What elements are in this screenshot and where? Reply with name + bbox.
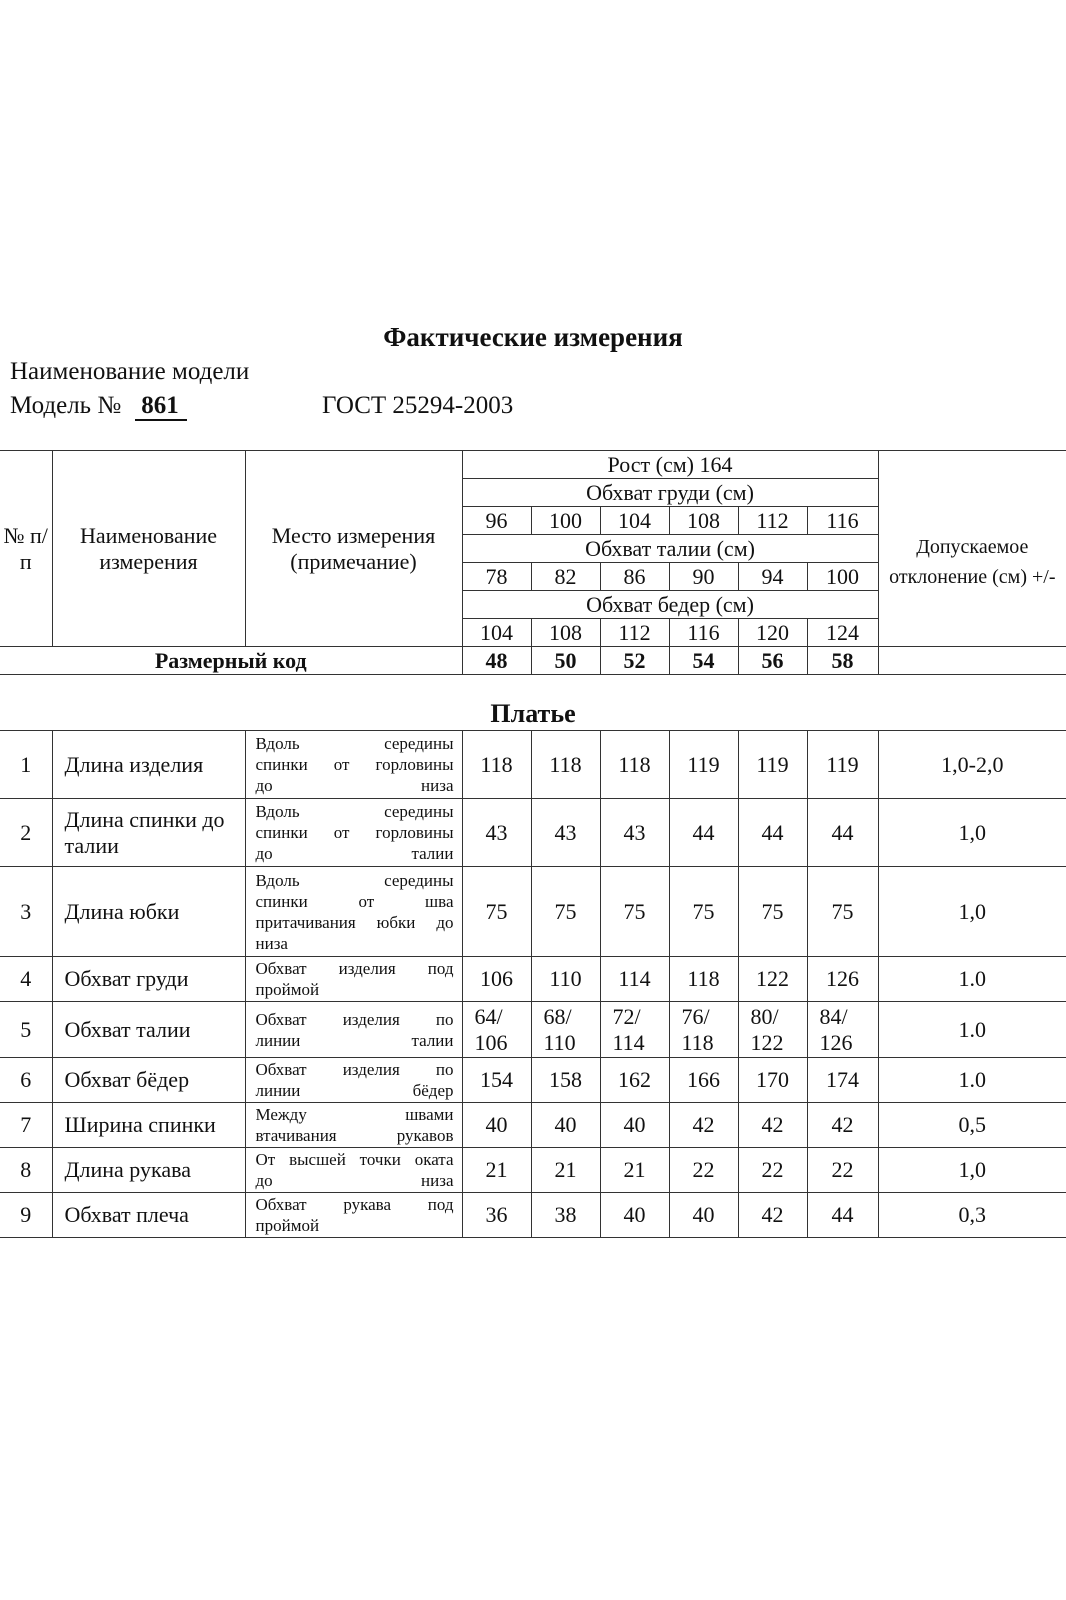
- header-hips-value: 104: [462, 619, 531, 647]
- measurement-value: 21: [600, 1148, 669, 1193]
- measurement-place: [245, 1002, 462, 1058]
- size-code: 56: [738, 647, 807, 675]
- header-chest-value: 116: [807, 507, 878, 535]
- size-code: 54: [669, 647, 738, 675]
- measurement-value: 43: [462, 799, 531, 867]
- header-chest-value: 104: [600, 507, 669, 535]
- measurement-value: 36: [462, 1193, 531, 1238]
- tolerance-value: 1.0: [878, 957, 1066, 1002]
- measurement-place-line: спинки от горловины: [255, 755, 454, 774]
- table-row: [0, 1002, 1066, 1058]
- measurement-value: 126: [807, 957, 878, 1002]
- measurement-value-part: 68/: [543, 1003, 572, 1029]
- measurement-value-part: 110: [543, 1029, 576, 1055]
- row-number: 8: [0, 1148, 52, 1193]
- measurement-value: 118: [669, 957, 738, 1002]
- row-number: 1: [0, 731, 52, 799]
- row-number: 4: [0, 957, 52, 1002]
- measurement-value: 154: [462, 1058, 531, 1103]
- header-hips-value: 124: [807, 619, 878, 647]
- header-name: Наименование измерения: [52, 451, 245, 647]
- tolerance-value: 1,0: [878, 799, 1066, 867]
- header-waist-label: Обхват талии (см): [462, 535, 878, 563]
- measurement-value: 40: [600, 1103, 669, 1148]
- measurement-place-line: до талии: [255, 844, 454, 863]
- header-place: Место измерения (примечание): [245, 451, 462, 647]
- measurement-value: 118: [531, 731, 600, 799]
- measurement-value: 166: [669, 1058, 738, 1103]
- measurement-place-line: линии талии: [255, 1030, 454, 1050]
- tolerance-value: 1.0: [878, 1058, 1066, 1103]
- size-code-tolerance: [878, 647, 1066, 675]
- measurement-place: [245, 1148, 462, 1193]
- measurement-value: [807, 1002, 878, 1058]
- measurement-value-part: 114: [612, 1029, 645, 1055]
- tolerance-value: 1.0: [878, 1002, 1066, 1058]
- header-waist-value: 90: [669, 563, 738, 591]
- measurement-value: [600, 1002, 669, 1058]
- measurement-value-part: 118: [681, 1029, 714, 1055]
- measurement-value: 44: [738, 799, 807, 867]
- measurement-value: 22: [669, 1148, 738, 1193]
- measurement-place-line: проймой: [255, 1216, 320, 1235]
- measurement-value: 174: [807, 1058, 878, 1103]
- measurement-value: 40: [669, 1193, 738, 1238]
- measurement-value: 162: [600, 1058, 669, 1103]
- measurement-name: Обхват бёдер: [52, 1058, 245, 1103]
- row-number: 2: [0, 799, 52, 867]
- tolerance-value: 1,0-2,0: [878, 731, 1066, 799]
- measurement-value: 21: [531, 1148, 600, 1193]
- measurement-value: 170: [738, 1058, 807, 1103]
- measurement-value: 42: [669, 1103, 738, 1148]
- table-row: [0, 1103, 1066, 1148]
- model-number-label: Модель №: [10, 392, 122, 419]
- table-row: [0, 1058, 1066, 1103]
- measurement-place-line: до низа: [255, 1171, 454, 1190]
- measurement-value: 75: [531, 867, 600, 957]
- measurement-value: 42: [738, 1103, 807, 1148]
- measurement-value: 122: [738, 957, 807, 1002]
- measurement-name: Длина рукава: [52, 1148, 245, 1193]
- measurement-value-part: 80/: [750, 1003, 779, 1029]
- measurement-value: 119: [738, 731, 807, 799]
- measurement-place-line: до низа: [255, 776, 454, 795]
- measurement-place: [245, 799, 462, 867]
- measurement-value: 119: [669, 731, 738, 799]
- measurement-value-part: 122: [750, 1029, 784, 1055]
- header-waist-value: 86: [600, 563, 669, 591]
- header-chest-value: 112: [738, 507, 807, 535]
- header-hips-value: 120: [738, 619, 807, 647]
- measurement-value: 119: [807, 731, 878, 799]
- measurement-value: 22: [807, 1148, 878, 1193]
- size-code: 50: [531, 647, 600, 675]
- measurement-value: 106: [462, 957, 531, 1002]
- measurement-name: Ширина спинки: [52, 1103, 245, 1148]
- row-number: 7: [0, 1103, 52, 1148]
- measurement-value: [738, 1002, 807, 1058]
- document-title: Фактические измерения: [383, 322, 683, 352]
- measurement-value: [462, 1002, 531, 1058]
- table-row: [0, 1193, 1066, 1238]
- table-row: [0, 867, 1066, 957]
- header-hips-value: 108: [531, 619, 600, 647]
- measurement-place: [245, 957, 462, 1002]
- table-row: [0, 1148, 1066, 1193]
- measurement-name: Длина спинки до талии: [52, 799, 245, 867]
- measurement-name: Длина юбки: [52, 867, 245, 957]
- measurement-value: [669, 1002, 738, 1058]
- measurement-value: 40: [600, 1193, 669, 1238]
- measurement-value: 118: [600, 731, 669, 799]
- measurement-value: 75: [807, 867, 878, 957]
- gost-standard: ГОСТ 25294-2003: [322, 392, 514, 419]
- measurement-value: 42: [738, 1193, 807, 1238]
- measurement-place-line: Обхват рукава под: [255, 1195, 454, 1214]
- header-no: № п/п: [0, 451, 52, 647]
- measurement-value: 75: [669, 867, 738, 957]
- measurement-value-part: 84/: [819, 1003, 848, 1029]
- measurement-place-line: притачивания юбки до: [255, 912, 454, 932]
- tolerance-value: 0,3: [878, 1193, 1066, 1238]
- measurement-value: 75: [600, 867, 669, 957]
- measurement-place-line: От высшей точки оката: [255, 1150, 454, 1169]
- row-number: 9: [0, 1193, 52, 1238]
- row-number: 5: [0, 1002, 52, 1058]
- header-chest-label: Обхват груди (см): [462, 479, 878, 507]
- size-code-label: Размерный код: [0, 647, 462, 675]
- table-header: [0, 451, 1066, 731]
- measurement-value-part: 72/: [612, 1003, 641, 1029]
- header-chest-value: 96: [462, 507, 531, 535]
- tolerance-value: 1,0: [878, 1148, 1066, 1193]
- measurement-place: [245, 1103, 462, 1148]
- header-waist-value: 78: [462, 563, 531, 591]
- measurement-value: 42: [807, 1103, 878, 1148]
- measurement-place-line: спинки от шва: [255, 891, 454, 911]
- measurement-place: [245, 731, 462, 799]
- measurement-place-line: Вдоль середины: [255, 870, 454, 890]
- measurement-value-part: 64/: [474, 1003, 503, 1029]
- measurement-place-line: Между швами: [255, 1105, 454, 1124]
- measurements-table: [0, 450, 1066, 1238]
- measurement-value-part: 76/: [681, 1003, 710, 1029]
- row-number: 3: [0, 867, 52, 957]
- measurement-value: 40: [462, 1103, 531, 1148]
- size-code-row: [0, 647, 1066, 675]
- tolerance-value: 0,5: [878, 1103, 1066, 1148]
- measurement-name: Обхват груди: [52, 957, 245, 1002]
- section-title: Платье: [0, 675, 1066, 731]
- measurement-place: [245, 1058, 462, 1103]
- measurement-value: 44: [807, 1193, 878, 1238]
- row-number: 6: [0, 1058, 52, 1103]
- measurement-place: [245, 1193, 462, 1238]
- measurement-name: Обхват плеча: [52, 1193, 245, 1238]
- measurement-place-line: Вдоль середины: [255, 734, 454, 753]
- model-name-label: Наименование модели: [10, 358, 250, 385]
- measurement-name: Длина изделия: [52, 731, 245, 799]
- measurement-value: 118: [462, 731, 531, 799]
- measurement-place-line: низа: [255, 933, 288, 953]
- header-waist-value: 82: [531, 563, 600, 591]
- measurement-value: 38: [531, 1193, 600, 1238]
- header-hips-label: Обхват бедер (см): [462, 591, 878, 619]
- measurement-value: 44: [807, 799, 878, 867]
- header-height: Рост (см) 164: [462, 451, 878, 479]
- table-row: [0, 799, 1066, 867]
- measurement-place: [245, 867, 462, 957]
- table-row: [0, 731, 1066, 799]
- measurement-value: 110: [531, 957, 600, 1002]
- table-body: [0, 731, 1066, 1238]
- measurement-value: 75: [738, 867, 807, 957]
- header-hips-value: 112: [600, 619, 669, 647]
- measurement-name: Обхват талии: [52, 1002, 245, 1058]
- size-code: 52: [600, 647, 669, 675]
- header-tolerance: Допускаемое отклонение (см) +/-: [878, 479, 1066, 647]
- measurement-value: 75: [462, 867, 531, 957]
- table-row: [0, 957, 1066, 1002]
- measurement-place-line: Вдоль середины: [255, 802, 454, 821]
- measurement-value: 43: [600, 799, 669, 867]
- measurement-value: 114: [600, 957, 669, 1002]
- header-chest-value: 100: [531, 507, 600, 535]
- measurement-value: 44: [669, 799, 738, 867]
- measurement-value-part: 126: [819, 1029, 853, 1055]
- measurement-value: [531, 1002, 600, 1058]
- header-waist-value: 100: [807, 563, 878, 591]
- header-tolerance-top: [878, 451, 1066, 479]
- measurement-value: 22: [738, 1148, 807, 1193]
- header-waist-value: 94: [738, 563, 807, 591]
- measurement-value: 158: [531, 1058, 600, 1103]
- size-code: 58: [807, 647, 878, 675]
- size-code: 48: [462, 647, 531, 675]
- measurement-place-line: линии бёдер: [255, 1081, 454, 1100]
- measurement-place-line: Обхват изделия по: [255, 1060, 454, 1079]
- header-chest-value: 108: [669, 507, 738, 535]
- measurement-place-line: проймой: [255, 980, 320, 999]
- measurement-place-line: спинки от горловины: [255, 823, 454, 842]
- measurement-value: 40: [531, 1103, 600, 1148]
- model-number: 861: [135, 393, 187, 421]
- header-hips-value: 116: [669, 619, 738, 647]
- tolerance-value: 1,0: [878, 867, 1066, 957]
- measurement-value: 43: [531, 799, 600, 867]
- measurement-place-line: Обхват изделия по: [255, 1009, 454, 1029]
- measurement-value: 21: [462, 1148, 531, 1193]
- measurement-place-line: втачивания рукавов: [255, 1126, 454, 1145]
- measurement-place-line: Обхват изделия под: [255, 959, 454, 978]
- measurement-value-part: 106: [474, 1029, 508, 1055]
- model-number-line: [10, 392, 187, 421]
